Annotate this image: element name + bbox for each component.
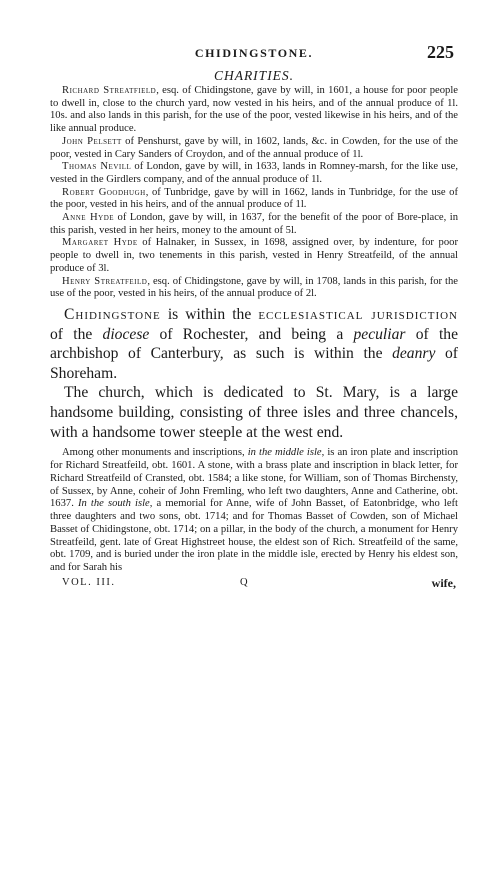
- charity-text: of London, gave by will, in 1637, for the benefit of the poor of Bore-place, in this parish, vested in her heirs, money to the amount of 5l.: [50, 212, 458, 236]
- charity-entry: [50, 187, 458, 212]
- volume-label: VOL. III.: [62, 577, 116, 589]
- charity-text: , esq. of Chidingstone, gave by will, in 1708, lands in this parish, for the use of the poor, vested in his heirs, of the annual produce of 2l.: [50, 275, 459, 300]
- charity-entry: [50, 212, 458, 237]
- benefactor-name: Robert Goodhugh: [62, 186, 146, 198]
- charity-text: of Penshurst, gave by will, in 1602, lands, &c. in Cowden, for the use of the poor, vested in Cary Sanders of Croydon, and of the annual produce of 1l.: [50, 135, 458, 160]
- monuments-text: is an iron plate and inscription for Richard Streatfeild, obt. 1601. A stone, with a brass plate and inscription in black letter, for Richard Streatfeild of Cransted, obt. 1584; a like stone, for William, son of Thomas Birchensty, of Sussex, by Anne, coheir of John Fremling, who left two daughters, Anne and Catherine, obt. 1637.: [50, 447, 459, 510]
- charity-entry: [50, 136, 458, 161]
- ecclesiastical-jurisdiction: ecclesiastical jurisdiction: [258, 305, 458, 323]
- charity-entry: [50, 161, 458, 186]
- charity-text: of Halnaker, in Sussex, in 1698, assigned over, by indenture, for poor people to dwell in, two tenements in this parish, vested in Henry Streatfeild, of the annual produce of 3l.: [50, 237, 458, 274]
- charity-text: of London, gave by will, in 1633, lands in Romney-marsh, for the like use, vested in the Girdlers company, and of the annual produce of 1l.: [50, 161, 458, 185]
- benefactor-name: Richard Streatfield: [62, 85, 157, 96]
- jurisdiction-text: is within the: [160, 305, 259, 323]
- page-footer: [50, 576, 458, 592]
- jurisdiction-text: of Rochester, and being a: [149, 325, 354, 343]
- benefactor-name: Thomas Nevill: [62, 161, 132, 173]
- monuments-paragraph: [50, 447, 458, 575]
- middle-isle-term: in the middle isle,: [247, 447, 325, 459]
- jurisdiction-text: of Shoreham.: [50, 345, 458, 382]
- south-isle-term: In the south isle,: [77, 498, 153, 510]
- book-page: [50, 42, 458, 592]
- jurisdiction-paragraph: [50, 305, 458, 383]
- section-title: CHARITIES.: [213, 68, 295, 83]
- signature-mark: Q: [240, 577, 248, 589]
- charity-entry: [50, 85, 458, 136]
- charity-text: , of Tunbridge, gave by will in 1662, lands in Tunbridge, for the use of the poor, vested in his heirs, and of the annual produce of 1l.: [50, 186, 459, 211]
- church-paragraph: The church, which is dedicated to St. Mary, is a large handsome building, consisting of three isles and three chancels, with a handsome tower steeple at the west end.: [50, 384, 458, 441]
- charity-entry: [50, 237, 458, 275]
- monuments-text: a memorial for Anne, wife of John Basset, of Eatonbridge, who left three daughters and two sons, obt. 1714; and for Thomas Basset of Cowden, son of Michael Basset of Chidingstone, obt. 1714; on a pillar, in the body of the church, a monument for Henry Streatfeild, gent. late of Great Highstreet house, the eldest son of Rich. Streatfeild of the same, obt. 1709, and is buried under the iron plate in the middle isle, erected by Henry his eldest son, and for Sarah his: [50, 498, 458, 574]
- page-number: 225: [427, 42, 454, 62]
- deanry-term: deanry: [392, 345, 436, 363]
- charity-entry: [50, 276, 458, 301]
- benefactor-name: Margaret Hyde: [62, 237, 138, 249]
- charity-text: , esq. of Chidingstone, gave by will, in 1601, a house for poor people to dwell in, close to the church yard, now vested in his heirs, and of the annual produce of 1l. 10s. and also lands in this parish, for the use of the poor, vested likewise in his heirs, and of the like annual produce.: [50, 85, 458, 135]
- jurisdiction-and-church: [50, 305, 458, 442]
- charities-list: [50, 85, 458, 301]
- benefactor-name: John Pelsett: [62, 135, 122, 147]
- jurisdiction-text: of the archbishop of Canterbury, as such is within the: [50, 325, 459, 363]
- jurisdiction-text: of the: [50, 325, 103, 343]
- monuments-text: Among other monuments and inscriptions,: [62, 447, 248, 459]
- benefactor-name: Anne Hyde: [62, 212, 115, 224]
- benefactor-name: Henry Streatfeild: [62, 275, 148, 287]
- catchword: wife,: [431, 576, 456, 591]
- page-header: [50, 42, 458, 64]
- parish-name: Chidingstone: [64, 305, 161, 323]
- running-head: CHIDINGSTONE.: [194, 46, 314, 60]
- monuments-section: [50, 447, 458, 575]
- peculiar-term: peculiar: [353, 325, 406, 343]
- diocese-term: diocese: [102, 325, 150, 343]
